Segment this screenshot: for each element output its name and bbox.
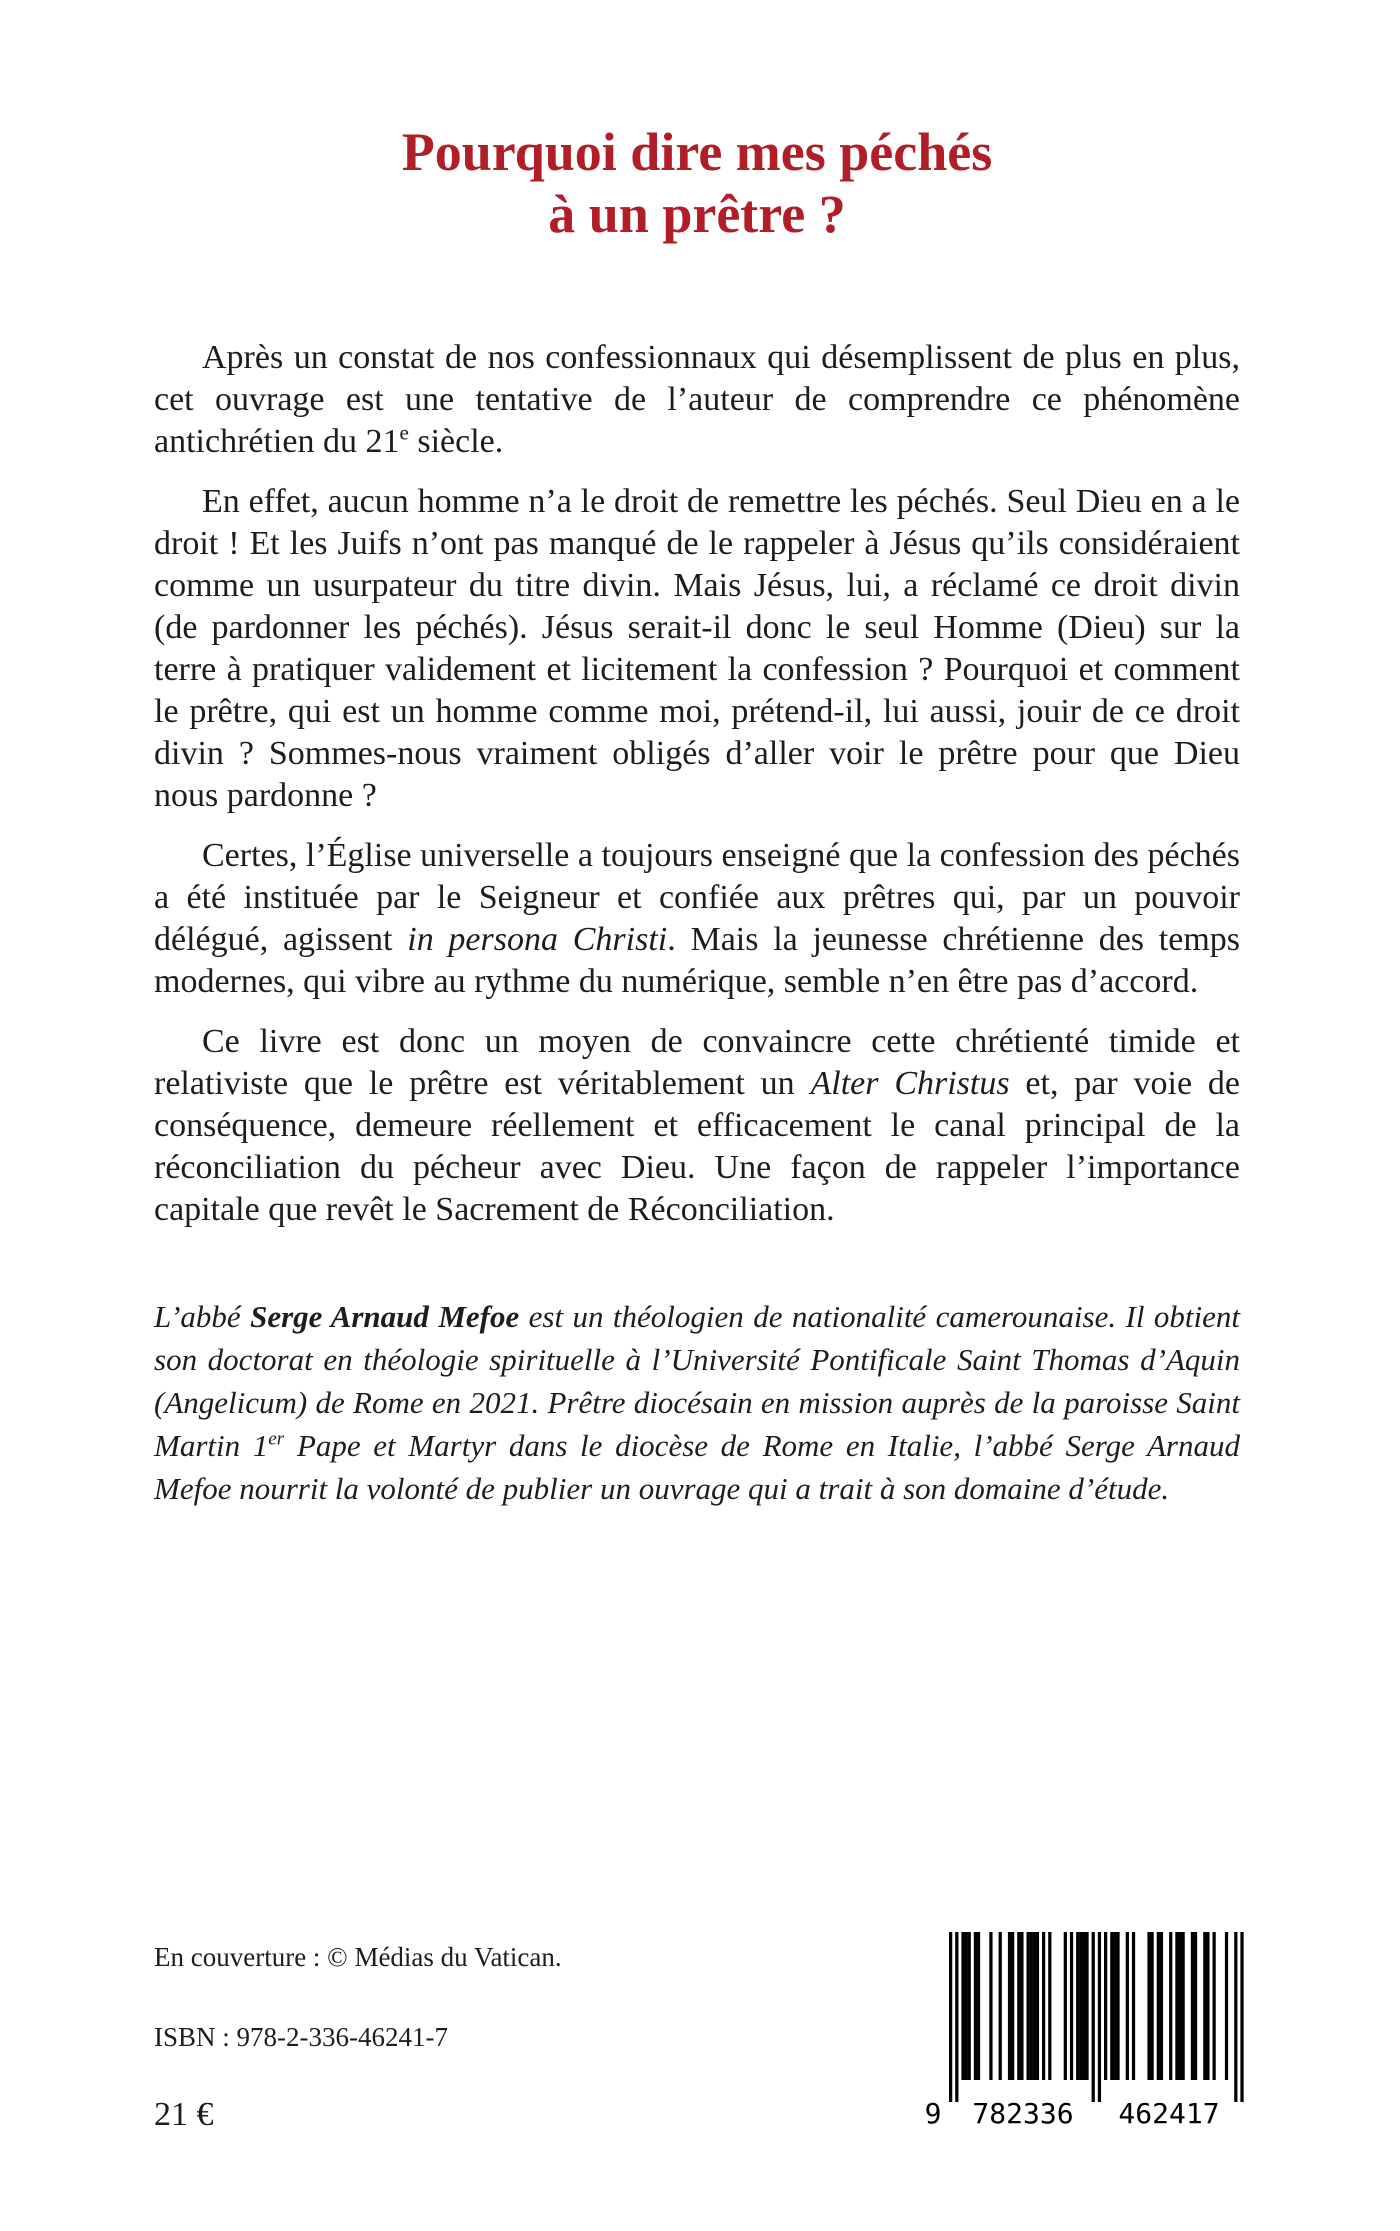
author-bio-text-a: L’abbé xyxy=(154,1299,251,1335)
paragraph-3-latin-phrase: in persona Christi xyxy=(407,921,668,959)
price: 21 € xyxy=(154,2096,214,2133)
synopsis-paragraph-3 xyxy=(154,835,1240,1003)
author-name: Serge Arnaud Mefoe xyxy=(250,1299,520,1335)
paragraph-4-latin-phrase: Alter Christus xyxy=(810,1065,1010,1103)
paragraph-4-text-a: Ce livre est donc un moyen de convaincre cette chrétienté timide et relativiste que le prêtre est véritablement un xyxy=(154,1023,1240,1103)
author-bio-text-c: Pape et Martyr dans le diocèse de Rome en Italie, l’abbé Serge Arnaud Mefoe nourrit la volonté de publier un ouvrage qui a trait à son domaine d’étude. xyxy=(154,1428,1240,1507)
paragraph-1-superscript: e xyxy=(399,420,409,445)
back-cover-content xyxy=(154,122,1240,1510)
barcode-digits-left-group: 782336 xyxy=(972,2097,1074,2130)
paragraph-3-text-b: . Mais la jeunesse chrétienne des temps modernes, qui vibre au rythme du numérique, semble n’en être pas d’accord. xyxy=(154,921,1240,1001)
paragraph-3-text-a: Certes, l’Église universelle a toujours enseigné que la confession des péchés a été instituée par le Seigneur et confiée aux prêtres qui, par un pouvoir délégué, agissent xyxy=(154,837,1240,959)
paragraph-2-text: En effet, aucun homme n’a le droit de remettre les péchés. Seul Dieu en a le droit ! Et les Juifs n’ont pas manqué de le rappeler à Jésus qu’ils considéraient comme un usurpateur du titre divin. Mais Jésus, lui, a réclamé ce droit divin (de pardonner les péchés). Jésus serait-il donc le seul Homme (Dieu) sur la terre à pratiquer validement et licitement la confession ? Pourquoi et comment le prêtre, qui est un homme comme moi, prétend-il, lui aussi, jouir de ce droit divin ? Sommes-nous vraiment obligés d’aller voir le prêtre pour que Dieu nous pardonne ? xyxy=(154,483,1240,815)
synopsis-paragraph-2 xyxy=(154,481,1240,817)
paragraph-1-text-a: Après un constat de nos confessionnaux qui désemplissent de plus en plus, cet ouvrage est une tentative de l’auteur de comprendre ce phénomène antichrétien du 21 xyxy=(154,339,1240,461)
synopsis-paragraph-4 xyxy=(154,1021,1240,1231)
paragraph-1-text-b: siècle. xyxy=(408,423,504,461)
synopsis-paragraph-1 xyxy=(154,337,1240,463)
author-bio-text-b: est un théologien de nationalité camerounaise. Il obtient son doctorat en théologie spirituelle à l’Université Pontificale Saint Thomas d’Aquin (Angelicum) de Rome en 2021. Prêtre diocésain en mission auprès de la paroisse Saint Martin 1 xyxy=(154,1299,1240,1464)
cover-credit: En couverture : © Médias du Vatican. xyxy=(154,1942,562,1972)
author-bio-superscript: er xyxy=(268,1428,285,1450)
isbn: ISBN : 978-2-336-46241-7 xyxy=(154,2022,448,2052)
barcode-digit-first: 9 xyxy=(924,2097,942,2130)
book-title xyxy=(154,122,1240,245)
synopsis xyxy=(154,337,1240,1231)
book-title-line-2: à un prêtre ? xyxy=(548,183,846,244)
book-title-line-1: Pourquoi dire mes péchés xyxy=(401,122,993,182)
barcode-digits-right-group: 462417 xyxy=(1118,2097,1220,2130)
author-bio xyxy=(154,1295,1240,1510)
paragraph-4-text-b: et, par voie de conséquence, demeure réellement et efficacement le canal principal de la réconciliation du pécheur avec Dieu. Une façon de rappeler l’importance capitale que revêt le Sacrement de Réconciliation. xyxy=(154,1065,1241,1229)
barcode xyxy=(921,1932,1244,2130)
barcode-bars xyxy=(949,1932,1244,2102)
